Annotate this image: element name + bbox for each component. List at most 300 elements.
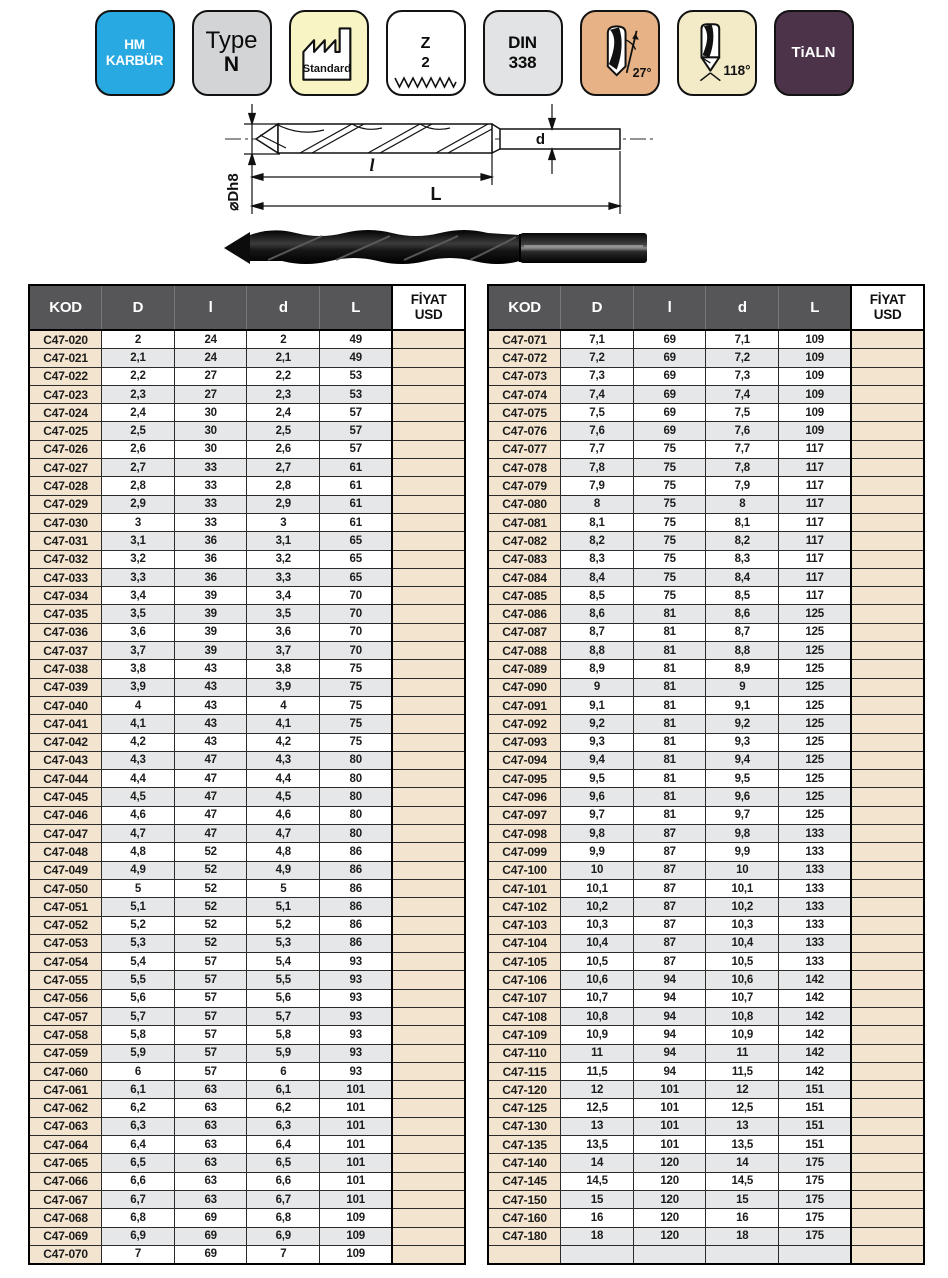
kod-cell: C47-044 xyxy=(29,770,102,788)
price-cell xyxy=(851,385,924,403)
value-cell: 75 xyxy=(633,477,706,495)
kod-cell: C47-087 xyxy=(488,623,561,641)
value-cell: 4,5 xyxy=(102,788,175,806)
value-cell: 11,5 xyxy=(561,1062,634,1080)
value-cell: 81 xyxy=(633,715,706,733)
value-cell: 57 xyxy=(320,422,393,440)
kod-cell: C47-076 xyxy=(488,422,561,440)
table-row xyxy=(488,1007,924,1025)
price-cell xyxy=(851,1026,924,1044)
value-cell: 5,8 xyxy=(102,1026,175,1044)
kod-cell: C47-024 xyxy=(29,404,102,422)
price-cell xyxy=(851,330,924,349)
value-cell: 151 xyxy=(779,1136,852,1154)
table-row xyxy=(488,367,924,385)
value-cell: 14 xyxy=(561,1154,634,1172)
value-cell: 6,3 xyxy=(102,1117,175,1135)
value-cell: 6 xyxy=(102,1062,175,1080)
value-cell: 117 xyxy=(779,440,852,458)
kod-cell: C47-034 xyxy=(29,587,102,605)
value-cell: 57 xyxy=(174,1007,247,1025)
kod-cell: C47-054 xyxy=(29,953,102,971)
value-cell: 101 xyxy=(320,1154,393,1172)
value-cell: 5,4 xyxy=(102,953,175,971)
price-cell xyxy=(392,513,465,531)
price-cell xyxy=(851,861,924,879)
table-row xyxy=(488,1099,924,1117)
value-cell: 75 xyxy=(320,678,393,696)
value-cell: 6,2 xyxy=(102,1099,175,1117)
table-row xyxy=(29,642,465,660)
value-cell: 175 xyxy=(779,1172,852,1190)
value-cell: 9,5 xyxy=(706,770,779,788)
price-cell xyxy=(392,843,465,861)
value-cell: 142 xyxy=(779,971,852,989)
value-cell: 2,2 xyxy=(102,367,175,385)
value-cell: 93 xyxy=(320,971,393,989)
price-cell xyxy=(392,1007,465,1025)
value-cell: 30 xyxy=(174,422,247,440)
price-cell xyxy=(392,1245,465,1264)
kod-cell: C47-055 xyxy=(29,971,102,989)
price-cell xyxy=(392,1044,465,1062)
table-row xyxy=(29,806,465,824)
value-cell: 4,6 xyxy=(102,806,175,824)
value-cell: 69 xyxy=(633,385,706,403)
value-cell: 86 xyxy=(320,843,393,861)
table-row xyxy=(488,1026,924,1044)
value-cell: 18 xyxy=(706,1227,779,1245)
value-cell: 47 xyxy=(174,788,247,806)
kod-cell: C47-140 xyxy=(488,1154,561,1172)
price-cell xyxy=(851,788,924,806)
kod-cell: C47-109 xyxy=(488,1026,561,1044)
price-cell xyxy=(392,440,465,458)
value-cell: 10,7 xyxy=(561,989,634,1007)
value-cell: 70 xyxy=(320,605,393,623)
price-cell xyxy=(851,367,924,385)
value-cell: 7,5 xyxy=(561,404,634,422)
kod-cell: C47-097 xyxy=(488,806,561,824)
kod-cell: C47-098 xyxy=(488,825,561,843)
value-cell: 8,6 xyxy=(561,605,634,623)
value-cell: 109 xyxy=(779,367,852,385)
price-cell xyxy=(851,1154,924,1172)
value-cell: 65 xyxy=(320,532,393,550)
value-cell: 12 xyxy=(561,1081,634,1099)
value-cell: 8 xyxy=(706,495,779,513)
value-cell: 3,9 xyxy=(102,678,175,696)
price-cell xyxy=(851,751,924,769)
kod-cell: C47-033 xyxy=(29,568,102,586)
price-cell xyxy=(851,459,924,477)
value-cell: 57 xyxy=(174,953,247,971)
value-cell: 3,8 xyxy=(102,660,175,678)
value-cell: 43 xyxy=(174,660,247,678)
kod-cell: C47-068 xyxy=(29,1209,102,1227)
value-cell: 4,7 xyxy=(102,825,175,843)
price-cell xyxy=(392,477,465,495)
value-cell: 33 xyxy=(174,513,247,531)
kod-cell: C47-062 xyxy=(29,1099,102,1117)
value-cell: 7,3 xyxy=(561,367,634,385)
value-cell: 125 xyxy=(779,642,852,660)
value-cell: 4,8 xyxy=(102,843,175,861)
value-cell: 4,9 xyxy=(247,861,320,879)
price-cell xyxy=(851,696,924,714)
value-cell: 125 xyxy=(779,696,852,714)
kod-cell: C47-100 xyxy=(488,861,561,879)
value-cell: 6,9 xyxy=(247,1227,320,1245)
price-cell xyxy=(392,1026,465,1044)
kod-cell: C47-041 xyxy=(29,715,102,733)
price-cell xyxy=(851,532,924,550)
value-cell: 93 xyxy=(320,1026,393,1044)
value-cell: 6,1 xyxy=(247,1081,320,1099)
value-cell: 125 xyxy=(779,788,852,806)
value-cell: 2,7 xyxy=(247,459,320,477)
price-cell xyxy=(392,404,465,422)
price-cell xyxy=(392,1081,465,1099)
column-header: L xyxy=(320,285,393,330)
value-cell: 3,5 xyxy=(102,605,175,623)
table-row xyxy=(29,715,465,733)
value-cell: 57 xyxy=(320,404,393,422)
table-row xyxy=(488,733,924,751)
price-cell xyxy=(851,1044,924,1062)
table-row xyxy=(29,916,465,934)
kod-cell: C47-061 xyxy=(29,1081,102,1099)
value-cell: 151 xyxy=(779,1117,852,1135)
table-row xyxy=(29,513,465,531)
value-cell: 49 xyxy=(320,349,393,367)
value-cell: 125 xyxy=(779,751,852,769)
value-cell: 2,4 xyxy=(247,404,320,422)
value-cell: 4,4 xyxy=(247,770,320,788)
value-cell: 6,2 xyxy=(247,1099,320,1117)
kod-cell: C47-048 xyxy=(29,843,102,861)
value-cell: 15 xyxy=(561,1190,634,1208)
kod-cell: C47-030 xyxy=(29,513,102,531)
table-row xyxy=(488,953,924,971)
kod-cell: C47-037 xyxy=(29,642,102,660)
kod-cell: C47-040 xyxy=(29,696,102,714)
value-cell: 7,2 xyxy=(561,349,634,367)
header-row xyxy=(488,285,924,330)
table-row xyxy=(29,385,465,403)
value-cell: 61 xyxy=(320,459,393,477)
value-cell: 39 xyxy=(174,623,247,641)
table-row xyxy=(488,751,924,769)
value-cell: 33 xyxy=(174,477,247,495)
price-cell xyxy=(392,1227,465,1245)
table-row xyxy=(488,678,924,696)
kod-cell: C47-135 xyxy=(488,1136,561,1154)
value-cell: 175 xyxy=(779,1190,852,1208)
badge-label: N xyxy=(223,53,240,77)
kod-cell: C47-074 xyxy=(488,385,561,403)
price-cell xyxy=(392,422,465,440)
value-cell: 47 xyxy=(174,751,247,769)
value-cell: 3,1 xyxy=(247,532,320,550)
value-cell: 63 xyxy=(174,1099,247,1117)
table-row xyxy=(29,1154,465,1172)
value-cell: 14 xyxy=(706,1154,779,1172)
table-row xyxy=(488,843,924,861)
value-cell: 10 xyxy=(706,861,779,879)
value-cell: 6,5 xyxy=(102,1154,175,1172)
value-cell: 63 xyxy=(174,1172,247,1190)
value-cell: 39 xyxy=(174,605,247,623)
value-cell: 81 xyxy=(633,770,706,788)
header-row xyxy=(29,285,465,330)
value-cell: 12,5 xyxy=(561,1099,634,1117)
value-cell: 80 xyxy=(320,751,393,769)
value-cell: 47 xyxy=(174,770,247,788)
kod-cell: C47-105 xyxy=(488,953,561,971)
value-cell: 8,3 xyxy=(561,550,634,568)
value-cell: 10,1 xyxy=(706,879,779,897)
value-cell: 13,5 xyxy=(706,1136,779,1154)
value-cell: 70 xyxy=(320,623,393,641)
value-cell: 14,5 xyxy=(561,1172,634,1190)
value-cell: 4,2 xyxy=(247,733,320,751)
value-cell: 94 xyxy=(633,1007,706,1025)
kod-cell: C47-066 xyxy=(29,1172,102,1190)
value-cell: 52 xyxy=(174,843,247,861)
value-cell: 125 xyxy=(779,715,852,733)
value-cell: 36 xyxy=(174,550,247,568)
kod-cell: C47-079 xyxy=(488,477,561,495)
table-row xyxy=(488,934,924,952)
value-cell: 3,3 xyxy=(247,568,320,586)
value-cell: 3 xyxy=(247,513,320,531)
value-cell: 87 xyxy=(633,843,706,861)
value-cell: 5,7 xyxy=(102,1007,175,1025)
kod-cell: C47-103 xyxy=(488,916,561,934)
value-cell: 101 xyxy=(320,1190,393,1208)
value-cell: 101 xyxy=(320,1136,393,1154)
price-cell xyxy=(392,459,465,477)
value-cell: 9,4 xyxy=(561,751,634,769)
value-cell: 93 xyxy=(320,1007,393,1025)
value-cell: 10,1 xyxy=(561,879,634,897)
price-cell xyxy=(851,1062,924,1080)
table-row xyxy=(29,330,465,349)
kod-cell: C47-022 xyxy=(29,367,102,385)
kod-cell: C47-092 xyxy=(488,715,561,733)
table-row xyxy=(29,422,465,440)
kod-cell: C47-031 xyxy=(29,532,102,550)
kod-cell: C47-045 xyxy=(29,788,102,806)
value-cell: 9,8 xyxy=(706,825,779,843)
price-cell xyxy=(851,1172,924,1190)
table-row xyxy=(488,806,924,824)
value-cell: 5,2 xyxy=(102,916,175,934)
value-cell: 2,3 xyxy=(247,385,320,403)
value-cell: 117 xyxy=(779,550,852,568)
value-cell: 120 xyxy=(633,1172,706,1190)
price-cell xyxy=(851,1007,924,1025)
kod-cell: C47-090 xyxy=(488,678,561,696)
kod-cell: C47-072 xyxy=(488,349,561,367)
badge-label: Type xyxy=(205,27,258,55)
value-cell: 133 xyxy=(779,825,852,843)
value-cell: 120 xyxy=(633,1227,706,1245)
table-row xyxy=(29,1081,465,1099)
kod-cell: C47-078 xyxy=(488,459,561,477)
value-cell: 9,1 xyxy=(561,696,634,714)
kod-cell: C47-150 xyxy=(488,1190,561,1208)
kod-cell: C47-025 xyxy=(29,422,102,440)
price-cell xyxy=(851,422,924,440)
value-cell: 87 xyxy=(633,898,706,916)
kod-cell: C47-085 xyxy=(488,587,561,605)
badge-z2 xyxy=(386,10,466,96)
value-cell: 81 xyxy=(633,660,706,678)
kod-cell: C47-053 xyxy=(29,934,102,952)
value-cell: 7,6 xyxy=(561,422,634,440)
price-cell xyxy=(851,1190,924,1208)
table-row xyxy=(488,1190,924,1208)
kod-cell: C47-089 xyxy=(488,660,561,678)
value-cell: 81 xyxy=(633,806,706,824)
value-cell: 93 xyxy=(320,1044,393,1062)
value-cell: 57 xyxy=(174,971,247,989)
value-cell: 133 xyxy=(779,916,852,934)
value-cell: 10,2 xyxy=(561,898,634,916)
value-cell: 43 xyxy=(174,715,247,733)
price-cell xyxy=(392,660,465,678)
value-cell: 69 xyxy=(633,349,706,367)
value-cell: 10,8 xyxy=(706,1007,779,1025)
price-cell xyxy=(851,1117,924,1135)
value-cell: 8,6 xyxy=(706,605,779,623)
value-cell: 75 xyxy=(320,733,393,751)
value-cell: 94 xyxy=(633,989,706,1007)
kod-cell: C47-081 xyxy=(488,513,561,531)
value-cell: 47 xyxy=(174,825,247,843)
table-row xyxy=(488,861,924,879)
value-cell: 10,9 xyxy=(706,1026,779,1044)
table-row xyxy=(488,1172,924,1190)
price-cell xyxy=(851,568,924,586)
factory-icon xyxy=(297,22,361,84)
value-cell: 109 xyxy=(320,1209,393,1227)
price-cell xyxy=(392,1136,465,1154)
table-row xyxy=(29,349,465,367)
price-cell xyxy=(851,715,924,733)
value-cell: 10,3 xyxy=(561,916,634,934)
table-row xyxy=(29,843,465,861)
table-row xyxy=(488,440,924,458)
total-length-label: L xyxy=(430,184,442,204)
value-cell: 9,6 xyxy=(561,788,634,806)
value-cell: 8,9 xyxy=(561,660,634,678)
value-cell: 27 xyxy=(174,385,247,403)
table-row xyxy=(29,532,465,550)
price-cell xyxy=(851,1081,924,1099)
value-cell: 2,8 xyxy=(102,477,175,495)
kod-cell: C47-104 xyxy=(488,934,561,952)
price-cell xyxy=(851,678,924,696)
price-cell xyxy=(851,550,924,568)
price-cell xyxy=(851,587,924,605)
price-cell xyxy=(392,568,465,586)
badge-din-338 xyxy=(483,10,563,96)
column-header: D xyxy=(102,285,175,330)
value-cell: 6,5 xyxy=(247,1154,320,1172)
value-cell: 133 xyxy=(779,861,852,879)
value-cell: 75 xyxy=(633,459,706,477)
value-cell: 142 xyxy=(779,1007,852,1025)
value-cell: 3,8 xyxy=(247,660,320,678)
kod-cell: C47-084 xyxy=(488,568,561,586)
value-cell: 6,1 xyxy=(102,1081,175,1099)
thread-zigzag-icon xyxy=(394,76,457,89)
value-cell xyxy=(706,1245,779,1264)
kod-cell: C47-060 xyxy=(29,1062,102,1080)
value-cell: 7,9 xyxy=(561,477,634,495)
kod-cell: C47-023 xyxy=(29,385,102,403)
price-cell xyxy=(851,1209,924,1227)
value-cell: 6,4 xyxy=(247,1136,320,1154)
value-cell: 125 xyxy=(779,678,852,696)
price-cell xyxy=(851,806,924,824)
kod-cell: C47-050 xyxy=(29,879,102,897)
drill-technical-drawing xyxy=(0,96,948,284)
value-cell: 5,1 xyxy=(247,898,320,916)
value-cell: 133 xyxy=(779,843,852,861)
badge-strip xyxy=(0,0,948,96)
kod-cell: C47-043 xyxy=(29,751,102,769)
price-cell xyxy=(392,330,465,349)
value-cell: 10,5 xyxy=(561,953,634,971)
value-cell: 7,9 xyxy=(706,477,779,495)
table-row xyxy=(29,989,465,1007)
value-cell: 86 xyxy=(320,879,393,897)
value-cell: 117 xyxy=(779,495,852,513)
price-column-header: FİYAT USD xyxy=(392,285,465,330)
value-cell: 80 xyxy=(320,770,393,788)
badge-label: 27° xyxy=(632,66,652,80)
kod-cell: C47-065 xyxy=(29,1154,102,1172)
value-cell: 5,6 xyxy=(247,989,320,1007)
price-cell xyxy=(392,1190,465,1208)
value-cell: 39 xyxy=(174,642,247,660)
column-header: KOD xyxy=(488,285,561,330)
kod-cell: C47-093 xyxy=(488,733,561,751)
value-cell: 30 xyxy=(174,404,247,422)
table-row xyxy=(488,1227,924,1245)
kod-cell: C47-020 xyxy=(29,330,102,349)
value-cell: 33 xyxy=(174,495,247,513)
value-cell: 75 xyxy=(633,532,706,550)
kod-cell: C47-046 xyxy=(29,806,102,824)
value-cell: 120 xyxy=(633,1209,706,1227)
value-cell: 6,6 xyxy=(102,1172,175,1190)
value-cell: 52 xyxy=(174,898,247,916)
value-cell: 53 xyxy=(320,385,393,403)
price-cell xyxy=(392,861,465,879)
value-cell: 10,6 xyxy=(706,971,779,989)
badge-label: HM xyxy=(124,37,145,53)
value-cell: 52 xyxy=(174,916,247,934)
value-cell: 2 xyxy=(247,330,320,349)
value-cell: 75 xyxy=(320,696,393,714)
value-cell: 87 xyxy=(633,916,706,934)
drill-outline xyxy=(256,124,620,153)
